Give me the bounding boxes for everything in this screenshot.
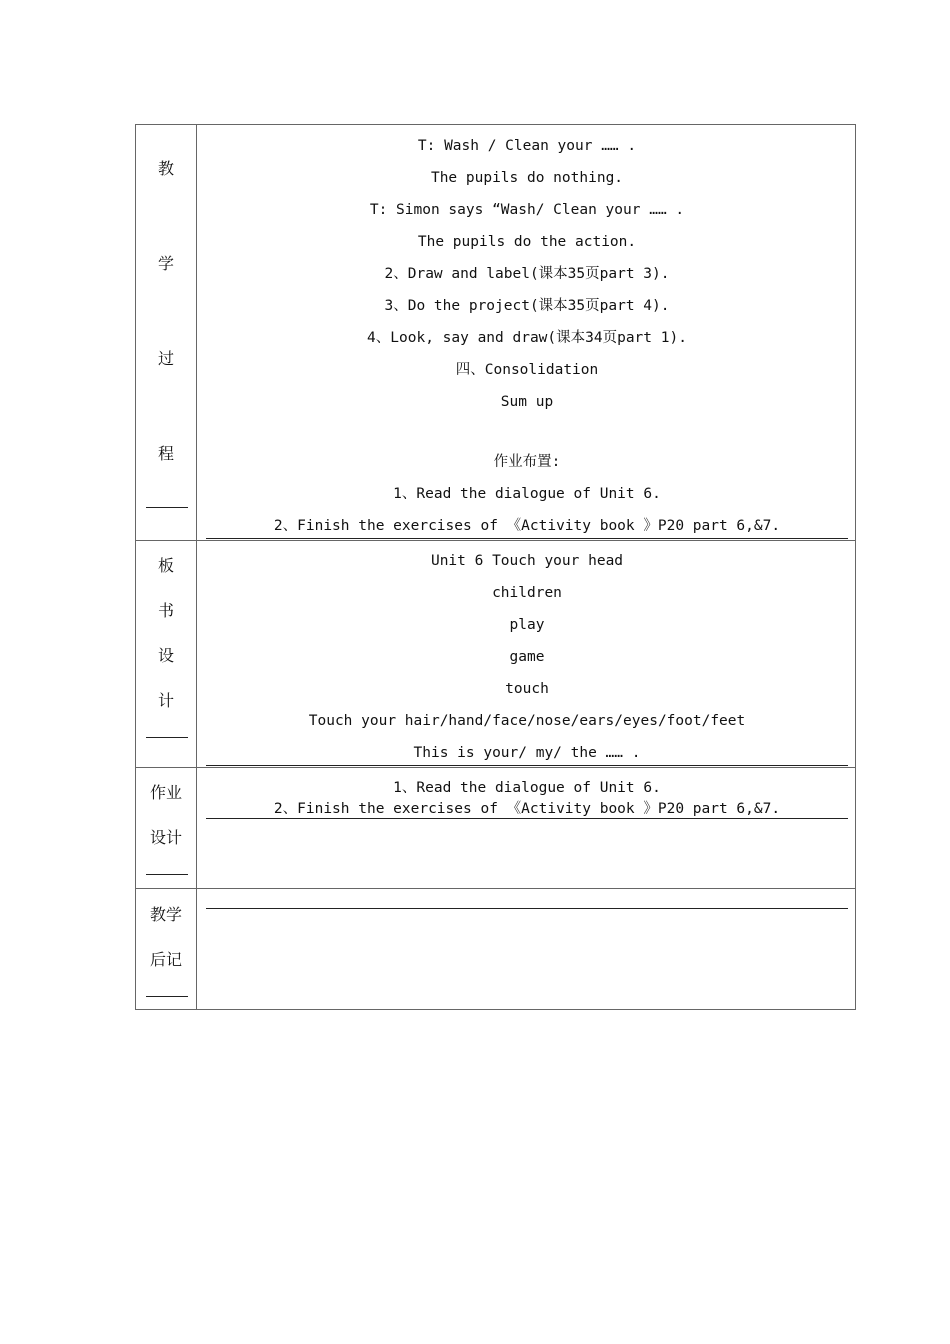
board-label-char: 书 bbox=[157, 601, 174, 620]
process-line: 3、Do the project(课本35页part 4). bbox=[384, 298, 670, 314]
process-label-char: 学 bbox=[157, 254, 174, 273]
process-line: 2、Finish the exercises of 《Activity book 》P20 part 6,&7. bbox=[273, 518, 781, 534]
label-underline bbox=[146, 874, 188, 875]
reflection-label: 后记 bbox=[149, 950, 182, 969]
process-line: The pupils do nothing. bbox=[430, 170, 624, 186]
process-label-char: 程 bbox=[157, 444, 174, 463]
row-divider bbox=[136, 540, 855, 541]
process-line: 4、Look, say and draw(课本34页part 1). bbox=[367, 330, 687, 346]
board-line: game bbox=[509, 649, 545, 665]
section-rule bbox=[206, 538, 848, 539]
process-line: 1、Read the dialogue of Unit 6. bbox=[393, 486, 661, 502]
board-line: children bbox=[492, 585, 562, 601]
label-underline bbox=[146, 737, 188, 738]
section-rule bbox=[206, 818, 848, 819]
homework-line: 1、Read the dialogue of Unit 6. bbox=[393, 780, 661, 796]
process-line: The pupils do the action. bbox=[417, 234, 637, 250]
board-label-char: 设 bbox=[157, 646, 174, 665]
homework-line: 2、Finish the exercises of 《Activity book 》P20 part 6,&7. bbox=[273, 801, 781, 817]
board-line: play bbox=[509, 617, 545, 633]
process-line: T: Simon says “Wash/ Clean your …… . bbox=[369, 202, 685, 218]
process-line: 2、Draw and label(课本35页part 3). bbox=[384, 266, 670, 282]
row-divider bbox=[136, 767, 855, 768]
process-label-char: 过 bbox=[157, 349, 174, 368]
lesson-plan-table bbox=[135, 124, 856, 1010]
homework-heading: 作业布置: bbox=[493, 454, 561, 470]
section-rule bbox=[206, 908, 848, 909]
row-divider bbox=[136, 888, 855, 889]
board-line: touch bbox=[505, 681, 549, 697]
board-line: Touch your hair/hand/face/nose/ears/eyes/foot/feet bbox=[308, 713, 746, 729]
homework-label: 设计 bbox=[149, 828, 182, 847]
board-label-char: 板 bbox=[157, 556, 174, 575]
process-line: T: Wash / Clean your …… . bbox=[417, 138, 637, 154]
section-rule bbox=[206, 765, 848, 766]
homework-label: 作业 bbox=[149, 783, 182, 802]
reflection-label: 教学 bbox=[149, 905, 182, 924]
board-line: This is your/ my/ the …… . bbox=[413, 745, 641, 761]
label-underline bbox=[146, 996, 188, 997]
label-underline bbox=[146, 507, 188, 508]
process-label-char: 教 bbox=[157, 159, 174, 178]
board-line: Unit 6 Touch your head bbox=[430, 553, 624, 569]
board-label-char: 计 bbox=[157, 691, 174, 710]
process-line: 四、Consolidation bbox=[455, 362, 599, 378]
process-line: Sum up bbox=[500, 394, 554, 410]
